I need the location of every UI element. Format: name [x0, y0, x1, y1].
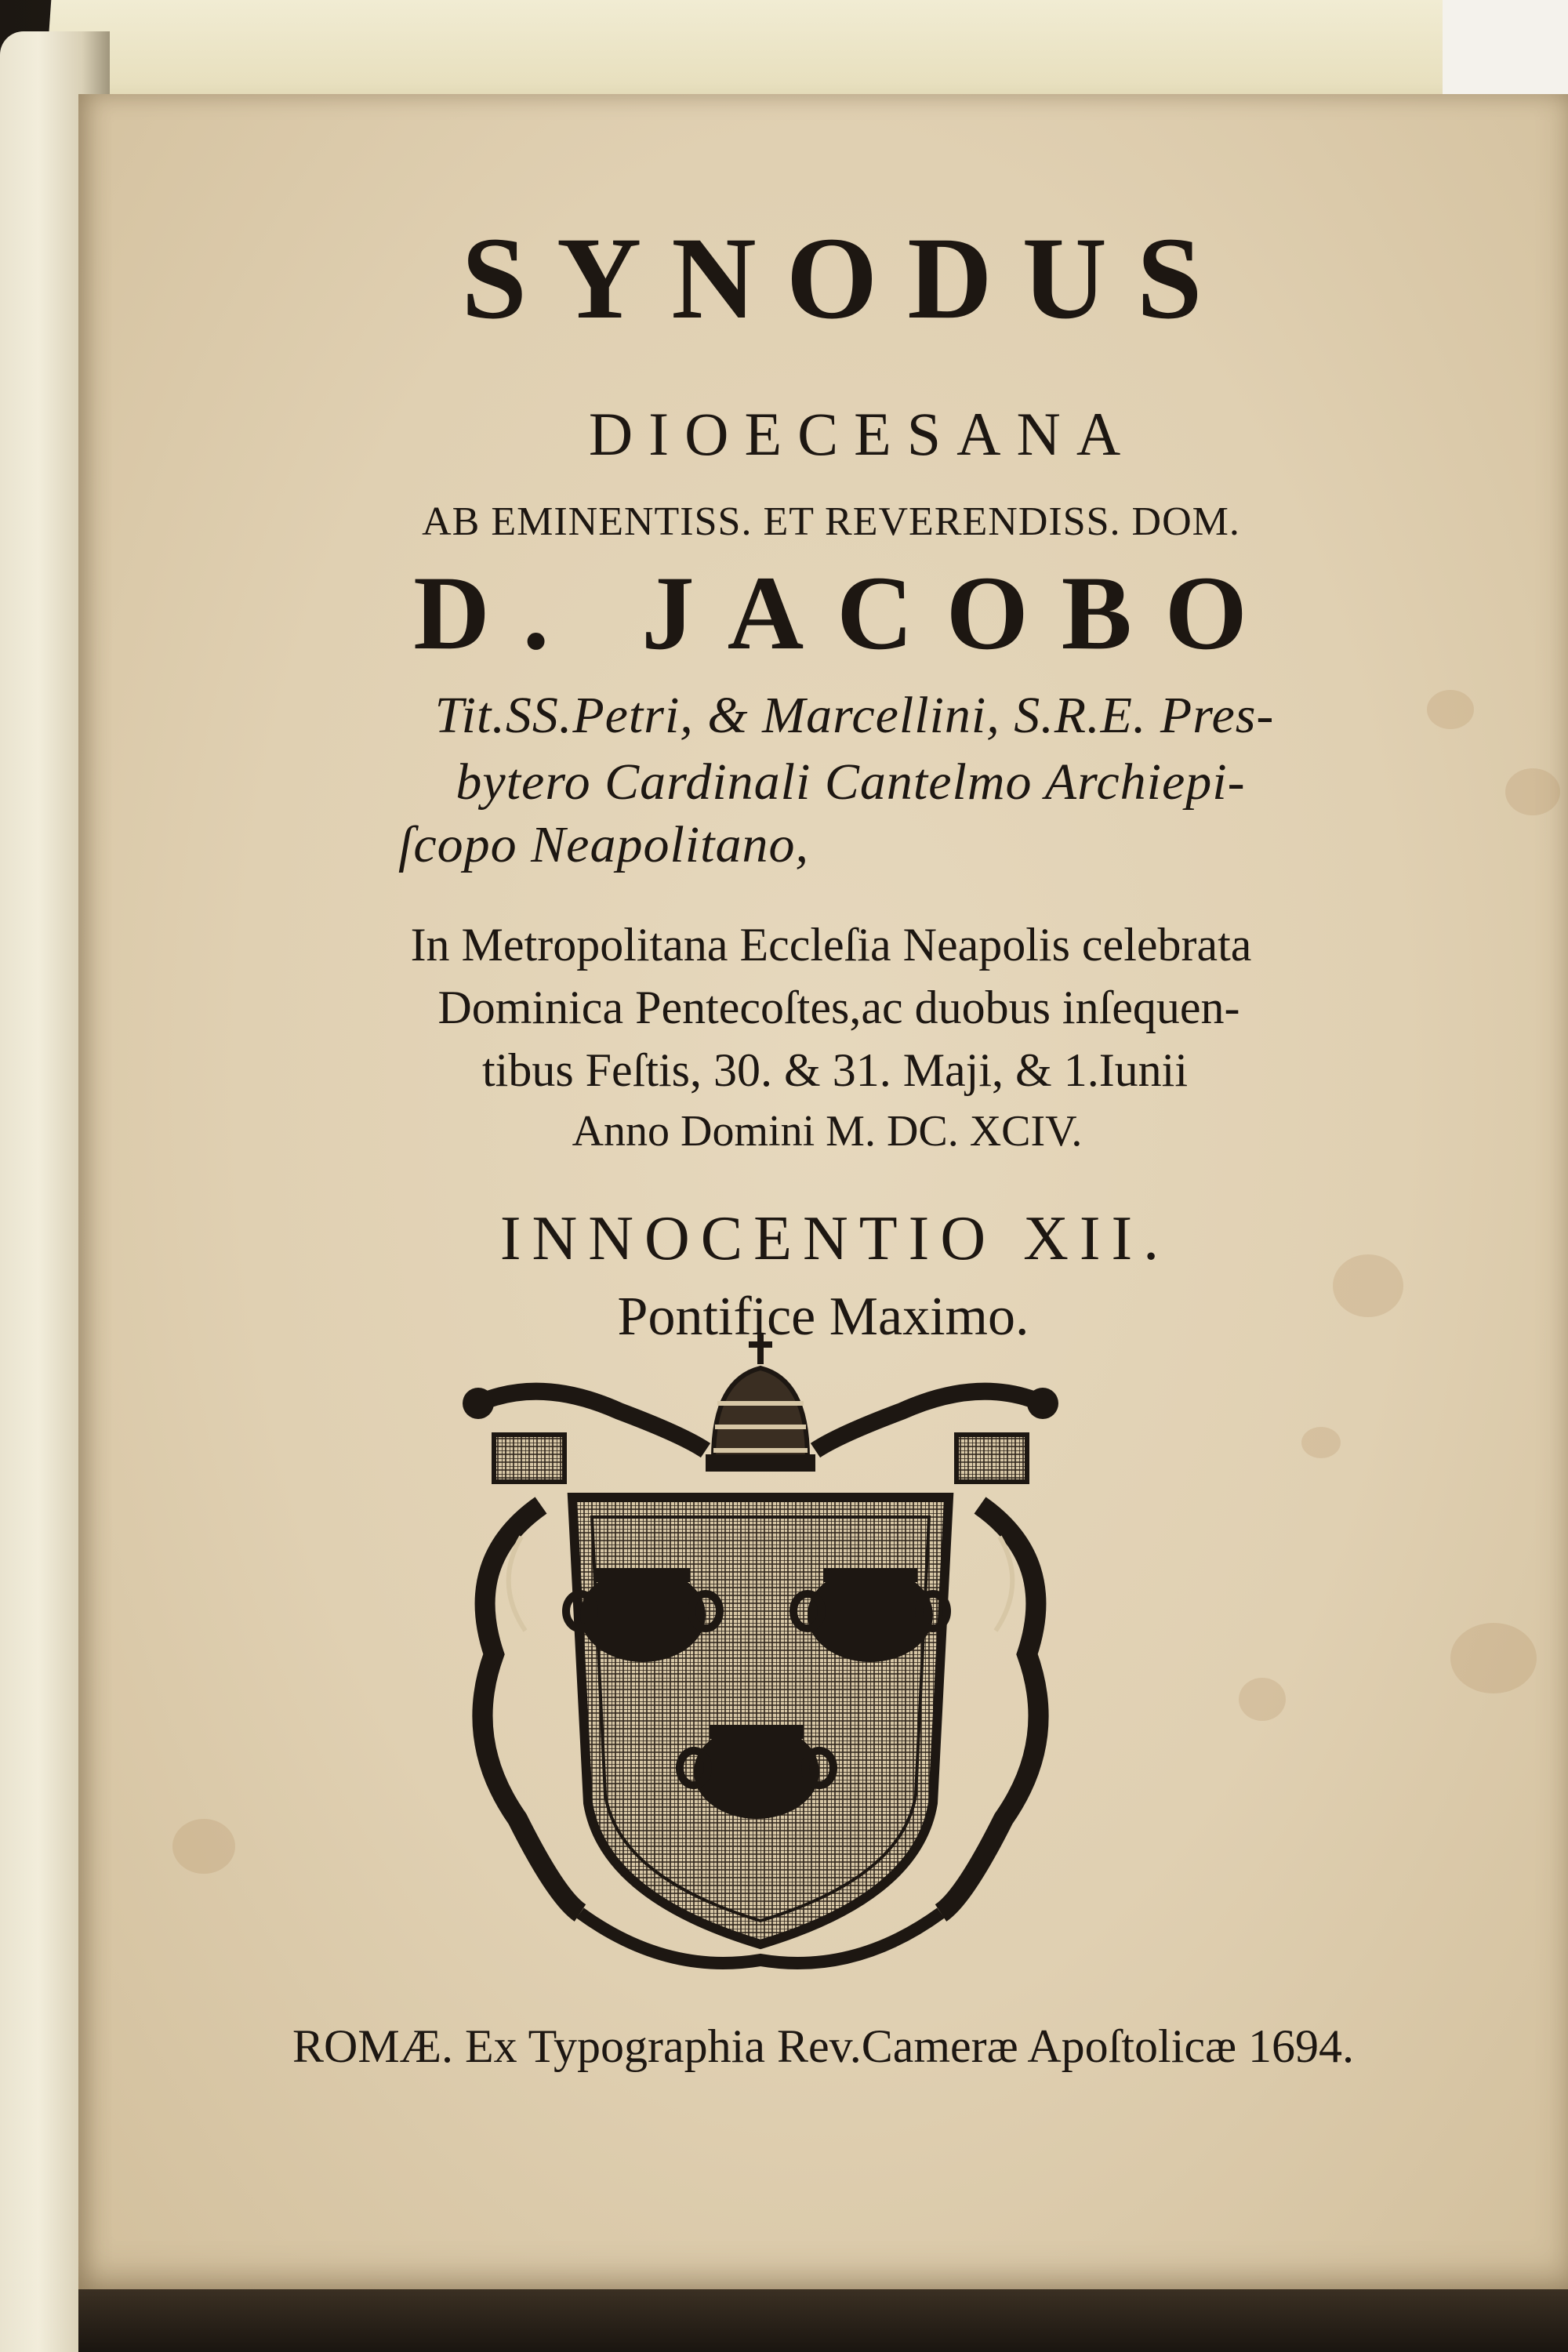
- dedication-line: AB EMINENTISS. ET REVERENDISS. DOM.: [422, 499, 1240, 544]
- title: SYNODUS: [461, 213, 1232, 343]
- cartouche-right: [941, 1505, 1039, 1913]
- dedicatee-name: D. JACOBO: [413, 555, 1280, 672]
- foxing-stain: [1239, 1678, 1286, 1721]
- roman-line: Anno Domini M. DC. XCIV.: [572, 1107, 1083, 1156]
- foxing-stain: [172, 1819, 235, 1874]
- foxing-stain: [1450, 1623, 1537, 1693]
- scroll-ornament-left: [463, 1388, 706, 1482]
- roman-line: tibus Feſtis, 30. & 31. Maji, & 1.Iunii: [481, 1044, 1189, 1096]
- italic-line: Tit.SS.Petri, & Marcellini, S.R.E. Pres-: [434, 687, 1275, 744]
- pope-title: Pontifice Maximo.: [617, 1287, 1029, 1347]
- shield: [572, 1497, 949, 1944]
- coat-of-arms-woodcut: [447, 1301, 1074, 2007]
- page-bottom-edge: [78, 2289, 1568, 2352]
- tiara-icon: [706, 1333, 815, 1472]
- roman-line: In Metropolitana Eccleſia Neapolis celebrata: [410, 919, 1252, 971]
- foxing-stain: [1301, 1427, 1341, 1458]
- imprint: ROMÆ. Ex Typographia Rev.Cameræ Apoſtolicæ 1694.: [292, 2020, 1355, 2072]
- scroll-ornament-right: [815, 1388, 1058, 1482]
- cartouche-left: [482, 1505, 580, 1913]
- roman-line: Dominica Pentecoſtes,ac duobus inſequen-: [437, 982, 1240, 1033]
- italic-line: bytero Cardinali Cantelmo Archiepi-: [456, 753, 1246, 811]
- subtitle: DIOECESANA: [588, 400, 1137, 468]
- italic-line: ſcopo Neapolitano,: [398, 816, 809, 873]
- title-page: [78, 94, 1568, 2289]
- pope-name: INNOCENTIO XII.: [499, 1204, 1171, 1273]
- background: [1443, 0, 1568, 110]
